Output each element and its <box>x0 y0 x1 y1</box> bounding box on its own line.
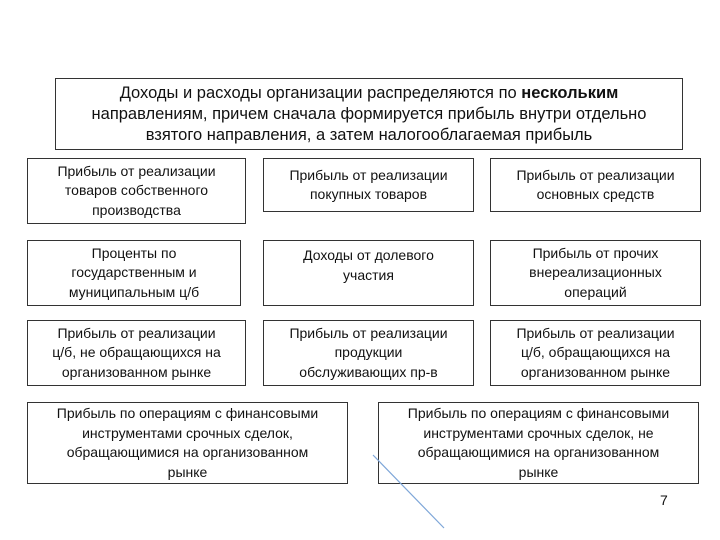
box-fixed-assets: Прибыль от реализации основных средств <box>490 158 701 212</box>
box-government-securities-interest: Проценты по государственным и муниципальным ц/б <box>27 240 241 306</box>
box-equity-participation-income: Доходы от долевого участия <box>263 240 474 306</box>
box-other-nonoperating: Прибыль от прочих внереализационных операций <box>490 240 701 306</box>
box-service-production: Прибыль от реализации продукции обслуживающих пр-в <box>263 320 474 386</box>
header-text-end: направлениям, причем сначала формируется прибыль внутри отдельно взятого направления, а затем налогооблагаемая прибыль <box>91 104 647 144</box>
box-purchased-goods: Прибыль от реализации покупных товаров <box>263 158 474 212</box>
box-unlisted-securities: Прибыль от реализации ц/б, не обращающихся на организованном рынке <box>27 320 246 386</box>
header-text-start: Доходы и расходы организации распределяются по <box>119 83 522 102</box>
box-derivatives-organized-market: Прибыль по операциям с финансовыми инструментами срочных сделок, обращающимися на организованном рынке <box>27 402 348 484</box>
header-text-bold: нескольким <box>521 83 619 102</box>
box-listed-securities: Прибыль от реализации ц/б, обращающихся на организованном рынке <box>490 320 701 386</box>
box-derivatives-not-organized-market: Прибыль по операциям с финансовыми инструментами срочных сделок, не обращающимися на организованном рынке <box>378 402 699 484</box>
box-own-production-goods: Прибыль от реализации товаров собственного производства <box>27 158 246 224</box>
diagonal-line <box>373 455 444 528</box>
page-number: 7 <box>660 492 668 508</box>
